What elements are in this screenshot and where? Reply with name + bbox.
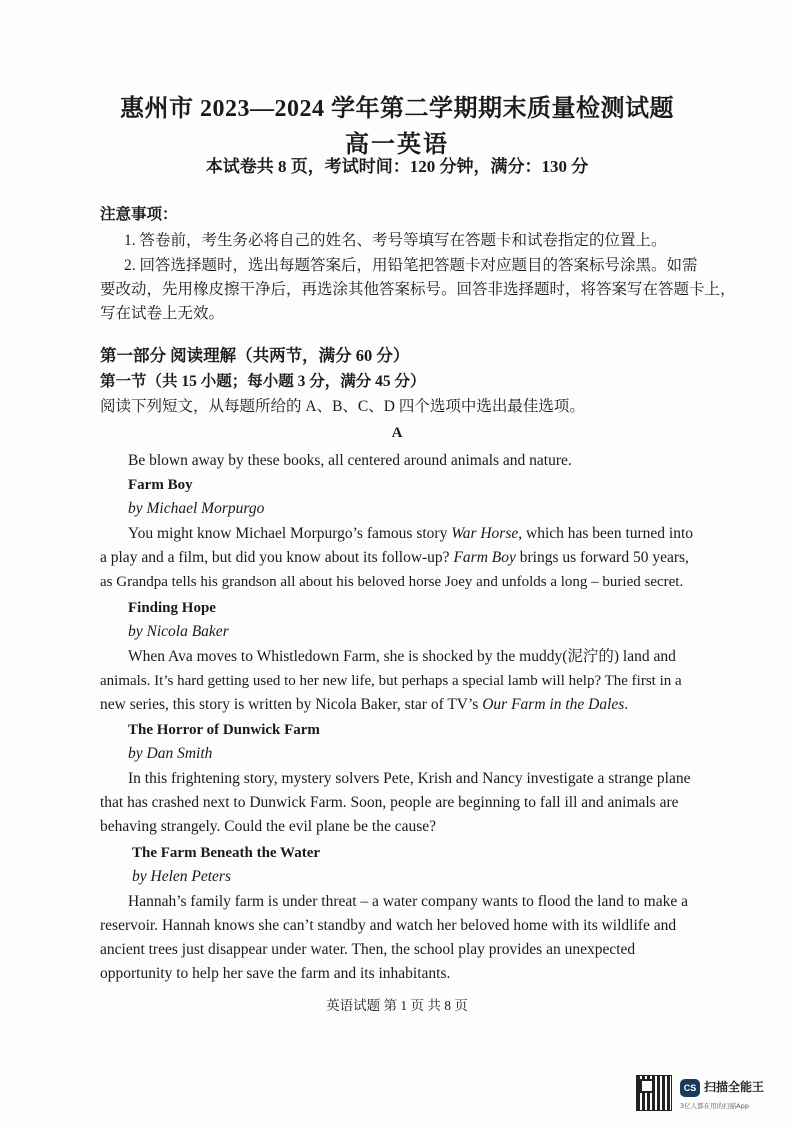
book-desc-line: reservoir. Hannah knows she can’t standby and watch her beloved home with its wildlife and — [100, 917, 677, 934]
book-desc-line: a play and a film, but did you know about its follow-up? Farm Boy brings us forward 50 years, — [100, 549, 689, 566]
book-author: by Dan Smith — [128, 745, 213, 762]
exam-subject: 高一英语 — [345, 132, 449, 158]
notes-item-2-line-3: 写在试卷上无效。 — [100, 305, 225, 322]
scanner-watermark — [636, 1075, 786, 1115]
page-footer: 英语试题 第 1 页 共 8 页 — [326, 998, 468, 1013]
book-desc-line: animals. It’s hard getting used to her new life, but perhaps a special lamb will help? The first in a — [100, 673, 682, 689]
book-desc-line: opportunity to help her save the farm and its inhabitants. — [100, 965, 451, 982]
book-desc-line: behaving strangely. Could the evil plane be the cause? — [100, 818, 437, 835]
notes-item-1: 1. 答卷前，考生务必将自己的姓名、考号等填写在答题卡和试卷指定的位置上。 — [124, 232, 667, 249]
book-desc-line: When Ava moves to Whistledown Farm, she is shocked by the muddy(泥泞的) land and — [128, 648, 676, 665]
book-desc-line: as Grandpa tells his grandson all about his beloved horse Joey and unfolds a long – buried secret. — [100, 574, 684, 590]
book-desc-line: that has crashed next to Dunwick Farm. Soon, people are beginning to fall ill and animals are — [100, 794, 679, 811]
exam-info: 本试卷共 8 页，考试时间：120 分钟，满分：130 分 — [205, 157, 589, 176]
book-desc-line: Hannah’s family farm is under threat – a water company wants to flood the land to make a — [128, 893, 688, 910]
book-desc-line: In this frightening story, mystery solvers Pete, Krish and Nancy investigate a strange plane — [128, 770, 691, 787]
book-desc-line: ancient trees just disappear under water. Then, the school play provides an unexpected — [100, 941, 636, 958]
scanner-app-name: 扫描全能王 — [704, 1080, 765, 1094]
book-title: The Horror of Dunwick Farm — [128, 722, 320, 738]
book-author: by Nicola Baker — [128, 623, 229, 640]
notes-item-2-line-1: 2. 回答选择题时，选出每题答案后，用铅笔把答题卡对应题目的答案标号涂黑。如需 — [124, 257, 698, 274]
qr-code-icon — [636, 1075, 672, 1111]
book-desc-line: new series, this story is written by Nicola Baker, star of TV’s Our Farm in the Dales. — [100, 696, 629, 713]
exam-title: 惠州市 2023—2024 学年第二学期期末质量检测试题 — [120, 96, 674, 122]
notes-item-2-line-2: 要改动，先用橡皮擦干净后，再选涂其他答案标号。回答非选择题时，将答案写在答题卡上， — [100, 281, 736, 298]
passage-label: A — [391, 425, 403, 441]
book-author: by Helen Peters — [132, 868, 231, 885]
scanner-tagline: 3亿人都在用的扫描App — [680, 1102, 749, 1110]
part1-heading: 第一部分 阅读理解（共两节，满分 60 分） — [100, 346, 410, 365]
instruction: 阅读下列短文，从每题所给的 A、B、C、D 四个选项中选出最佳选项。 — [100, 398, 585, 415]
notes-heading: 注意事项： — [100, 206, 178, 223]
book-title: Finding Hope — [128, 600, 216, 616]
book-desc-line: You might know Michael Morpurgo’s famous story War Horse, which has been turned into — [128, 525, 694, 542]
passage-intro: Be blown away by these books, all centered around animals and nature. — [128, 452, 572, 469]
book-title: The Farm Beneath the Water — [132, 845, 321, 861]
section1-heading: 第一节（共 15 小题；每小题 3 分，满分 45 分） — [100, 373, 426, 390]
book-author: by Michael Morpurgo — [128, 500, 265, 517]
camscanner-logo-icon: CS — [680, 1079, 700, 1097]
book-title: Farm Boy — [128, 477, 193, 493]
